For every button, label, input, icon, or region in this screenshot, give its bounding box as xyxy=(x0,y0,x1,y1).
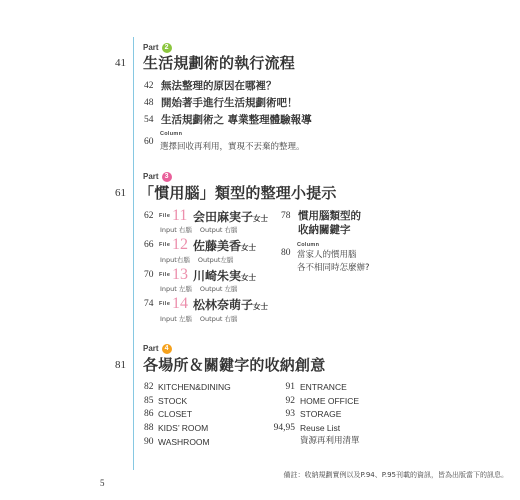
toc-guide-line xyxy=(133,37,134,470)
file-entry xyxy=(0,296,520,312)
footer-note: 備註：收納規劃實例以及P.94、P.95刊載的資訊，皆為出版當下的訊息。 xyxy=(283,471,508,479)
entry-page-number: 62 xyxy=(144,211,154,221)
entry-subtitle: 資源再利用清單 xyxy=(300,436,360,446)
entry-title: 無法整理的原因在哪裡？ xyxy=(161,80,277,92)
entry-page-number: 60 xyxy=(144,137,154,147)
person-name-group xyxy=(193,268,256,285)
entry-page-number: 80 xyxy=(281,248,291,258)
person-name: 佐藤美香 xyxy=(193,239,242,253)
entry-page-number: 48 xyxy=(144,98,154,108)
output-type: Output 右腦 xyxy=(199,315,238,323)
file-label: File xyxy=(159,212,171,219)
section-page-number: 81 xyxy=(115,359,126,371)
brain-type-line xyxy=(160,226,238,234)
honorific: 女士 xyxy=(241,273,257,282)
honorific: 女士 xyxy=(241,243,257,252)
page-number: 5 xyxy=(100,478,105,488)
person-name: 会田麻実子 xyxy=(193,210,254,224)
entry-page-number: 42 xyxy=(144,81,154,91)
person-name-group xyxy=(193,238,256,255)
part-number-badge: 4 xyxy=(162,344,172,354)
file-number: 13 xyxy=(172,266,188,283)
entry-title-line-1: 慣用腦類型的 xyxy=(298,210,361,222)
entry-title: KIDS’ ROOM xyxy=(158,423,209,433)
part-number-badge: 3 xyxy=(162,172,172,182)
section-page-number: 41 xyxy=(115,57,126,69)
file-number: 14 xyxy=(172,295,188,312)
entry-page-number: 88 xyxy=(144,423,154,433)
section-title: 生活規劃術的執行流程 xyxy=(143,54,296,72)
entry-page-number: 82 xyxy=(144,382,154,392)
entry-page-number: 54 xyxy=(144,115,154,125)
brain-type-line xyxy=(160,285,238,293)
entry-title: 生活規劃術之 專業整理體驗報導 xyxy=(161,114,312,126)
input-type: Input右腦 xyxy=(160,256,190,264)
part-3-heading xyxy=(143,172,172,182)
section-title: 「慣用腦」類型的整理小提示 xyxy=(139,184,337,202)
entry-title: Reuse List xyxy=(300,423,341,433)
entry-title: ENTRANCE xyxy=(300,382,347,392)
entry-page-number: 90 xyxy=(144,437,154,447)
part-4-heading xyxy=(143,344,172,354)
entry-page-number: 93 xyxy=(285,409,295,419)
entry-title: KITCHEN&DINING xyxy=(158,382,231,392)
person-name-group xyxy=(193,297,268,314)
entry-title-line-2: 收納關鍵字 xyxy=(298,224,351,236)
entry-title: STOCK xyxy=(158,396,188,406)
person-name: 松林奈萌子 xyxy=(193,298,254,312)
entry-page-number: 94,95 xyxy=(273,423,295,433)
output-type: Output 左腦 xyxy=(199,285,238,293)
file-entry xyxy=(0,208,520,224)
brain-type-line xyxy=(160,315,238,323)
part-label: Part xyxy=(143,172,159,181)
output-type: Output 右腦 xyxy=(199,226,238,234)
file-label: File xyxy=(159,300,171,307)
entry-page-number: 78 xyxy=(281,211,291,221)
output-type: Output左腦 xyxy=(197,256,234,264)
file-entry xyxy=(0,237,520,253)
entry-page-number: 85 xyxy=(144,396,154,406)
brain-type-line xyxy=(160,256,233,264)
column-title: 選擇回收再利用，實現不丟棄的整理。 xyxy=(160,142,305,152)
file-label: File xyxy=(159,241,171,248)
part-2-heading xyxy=(143,43,172,53)
file-number: 12 xyxy=(172,236,188,253)
entry-title: 開始著手進行生活規劃術吧！ xyxy=(161,97,298,109)
section-title: 各場所＆關鍵字的收納創意 xyxy=(143,356,326,374)
entry-title: HOME OFFICE xyxy=(300,396,360,406)
column-title-line-2: 各不相同時怎麼辦? xyxy=(297,263,370,273)
file-label: File xyxy=(159,271,171,278)
file-number: 11 xyxy=(172,207,188,224)
section-page-number: 61 xyxy=(115,187,126,199)
input-type: Input 左腦 xyxy=(160,315,192,323)
column-tag: Column xyxy=(297,242,320,248)
entry-page-number: 92 xyxy=(285,396,295,406)
part-label: Part xyxy=(143,43,159,52)
column-tag: Column xyxy=(160,131,183,137)
entry-page-number: 91 xyxy=(285,382,295,392)
entry-page-number: 66 xyxy=(144,240,154,250)
person-name: 川崎朱実 xyxy=(193,269,242,283)
person-name-group xyxy=(193,209,268,226)
honorific: 女士 xyxy=(253,302,269,311)
part-number-badge: 2 xyxy=(162,43,172,53)
entry-page-number: 74 xyxy=(144,299,154,309)
entry-page-number: 70 xyxy=(144,270,154,280)
entry-title: CLOSET xyxy=(158,409,193,419)
input-type: Input 右腦 xyxy=(160,226,192,234)
entry-title: WASHROOM xyxy=(158,437,210,447)
entry-page-number: 86 xyxy=(144,409,154,419)
honorific: 女士 xyxy=(253,214,269,223)
input-type: Input 左腦 xyxy=(160,285,192,293)
part-label: Part xyxy=(143,344,159,353)
column-title-line-1: 當家人的慣用腦 xyxy=(297,250,357,260)
file-entry xyxy=(0,267,520,283)
entry-title: STORAGE xyxy=(300,409,342,419)
